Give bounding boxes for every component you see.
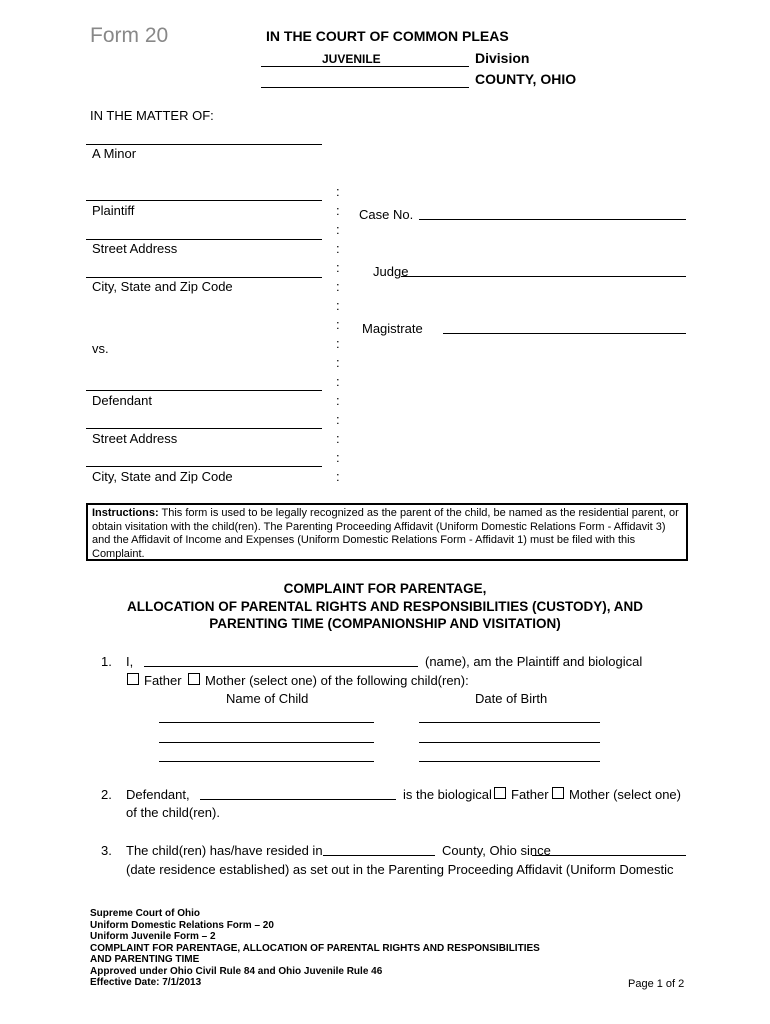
juvenile-label: JUVENILE — [322, 52, 381, 66]
item-2-defendant: Defendant, — [126, 787, 190, 802]
footer-line: AND PARENTING TIME — [90, 954, 200, 965]
county-field[interactable] — [323, 855, 435, 856]
caption-colon: : — [336, 450, 340, 465]
caption-colon: : — [336, 222, 340, 237]
date-of-birth-header: Date of Birth — [475, 691, 548, 706]
plaintiff-street-line[interactable] — [86, 239, 322, 240]
title-line-3: PARENTING TIME (COMPANIONSHIP AND VISITATION) — [209, 616, 561, 631]
item-1-name-text: (name), am the Plaintiff and biological — [425, 654, 643, 669]
child-name-field[interactable] — [159, 761, 374, 762]
item-2-bio: is the biological — [403, 787, 492, 802]
division-label: Division — [475, 50, 530, 66]
caption-colon: : — [336, 298, 340, 313]
footer-line: Uniform Juvenile Form – 2 — [90, 931, 216, 942]
footer-line: Approved under Ohio Civil Rule 84 and Ohio Juvenile Rule 46 — [90, 965, 383, 977]
magistrate-label: Magistrate — [362, 321, 423, 336]
footer-line: COMPLAINT FOR PARENTAGE, ALLOCATION OF PARENTAL RIGHTS AND RESPONSIBILITIES — [90, 942, 540, 954]
judge-line[interactable] — [401, 276, 686, 277]
defendant-father-checkbox[interactable] — [494, 787, 506, 799]
caption-colon: : — [336, 393, 340, 408]
item-2-children: of the child(ren). — [126, 805, 220, 820]
county-label: COUNTY, OHIO — [475, 71, 577, 87]
defendant-mother-label: Mother (select one) — [569, 787, 681, 802]
defendant-label: Defendant — [92, 393, 152, 408]
footer-line: Uniform Domestic Relations Form – 20 — [90, 919, 274, 931]
plaintiff-line[interactable] — [86, 200, 322, 201]
since-date-field[interactable] — [532, 855, 686, 856]
child-name-field[interactable] — [159, 742, 374, 743]
matter-label: IN THE MATTER OF: — [90, 108, 214, 123]
caption-colon: : — [336, 374, 340, 389]
child-name-field[interactable] — [159, 722, 374, 723]
instructions-box — [86, 503, 688, 561]
mother-label: Mother (select one) of the following child(ren): — [205, 673, 469, 688]
defendant-name-field[interactable] — [200, 799, 396, 800]
minor-label: A Minor — [92, 146, 137, 161]
minor-line[interactable] — [86, 144, 322, 145]
caption-colon: : — [336, 412, 340, 427]
caption-colon: : — [336, 203, 340, 218]
case-no-line[interactable] — [419, 219, 686, 220]
caption-colon: : — [336, 260, 340, 275]
case-no-label: Case No. — [359, 207, 414, 222]
page-number: Page 1 of 2 — [628, 978, 685, 990]
item-3-resided: The child(ren) has/have resided in — [126, 843, 323, 858]
county-line[interactable] — [261, 87, 469, 88]
plaintiff-street-label: Street Address — [92, 241, 178, 256]
caption-colon: : — [336, 355, 340, 370]
plaintiff-city-label: City, State and Zip Code — [92, 279, 233, 294]
caption-colon: : — [336, 336, 340, 351]
judge-label: Judge — [373, 264, 409, 279]
defendant-mother-checkbox[interactable] — [552, 787, 564, 799]
name-of-child-header: Name of Child — [226, 691, 309, 706]
item-1-i: I, — [126, 654, 134, 669]
caption-colon: : — [336, 184, 340, 199]
title-line-1: COMPLAINT FOR PARENTAGE, — [283, 581, 487, 596]
defendant-city-line[interactable] — [86, 466, 322, 467]
caption-colon: : — [336, 279, 340, 294]
item-3-date-text: (date residence established) as set out in the Parenting Proceeding Affidavit (Uniform Domestic — [126, 862, 674, 877]
caption-colon: : — [336, 431, 340, 446]
defendant-city-label: City, State and Zip Code — [92, 469, 233, 484]
plaintiff-label: Plaintiff — [92, 203, 135, 218]
instructions-label: Instructions: — [92, 507, 159, 519]
instructions-text: This form is used to be legally recognized as the parent of the child, be named as the residential parent, or obtain visitation with the child(ren). The Parenting Proceeding Affidavit (Uniform Domestic Relations Form - Affidavit 3) and the Affidavit of Income and Expenses (Uniform Domestic Relations Form - Affidavit 1) must be filed with this Complaint. — [92, 507, 679, 560]
caption-colon: : — [336, 241, 340, 256]
plaintiff-city-line[interactable] — [86, 277, 322, 278]
mother-checkbox[interactable] — [188, 673, 200, 685]
vs-label: vs. — [92, 341, 109, 356]
father-label: Father — [144, 673, 182, 688]
caption-colon: : — [336, 469, 340, 484]
plaintiff-name-field[interactable] — [144, 666, 418, 667]
child-dob-field[interactable] — [419, 742, 600, 743]
father-checkbox[interactable] — [127, 673, 139, 685]
defendant-line[interactable] — [86, 390, 322, 391]
item-2-number: 2. — [101, 787, 112, 802]
defendant-street-line[interactable] — [86, 428, 322, 429]
footer-line: Supreme Court of Ohio — [90, 908, 200, 919]
defendant-father-label: Father — [511, 787, 549, 802]
court-title: IN THE COURT OF COMMON PLEAS — [266, 28, 509, 44]
title-line-2: ALLOCATION OF PARENTAL RIGHTS AND RESPONSIBILITIES (CUSTODY), AND — [126, 599, 643, 614]
item-1-number: 1. — [101, 654, 112, 669]
footer — [90, 908, 540, 989]
magistrate-line[interactable] — [443, 333, 686, 334]
caption-colon: : — [336, 317, 340, 332]
division-line[interactable] — [261, 66, 469, 67]
footer-line: Effective Date: 7/1/2013 — [90, 977, 202, 988]
child-dob-field[interactable] — [419, 722, 600, 723]
defendant-street-label: Street Address — [92, 431, 178, 446]
form-number: Form 20 — [90, 24, 169, 47]
item-3-number: 3. — [101, 843, 112, 858]
child-dob-field[interactable] — [419, 761, 600, 762]
item-3-county: County, Ohio since — [442, 843, 551, 858]
